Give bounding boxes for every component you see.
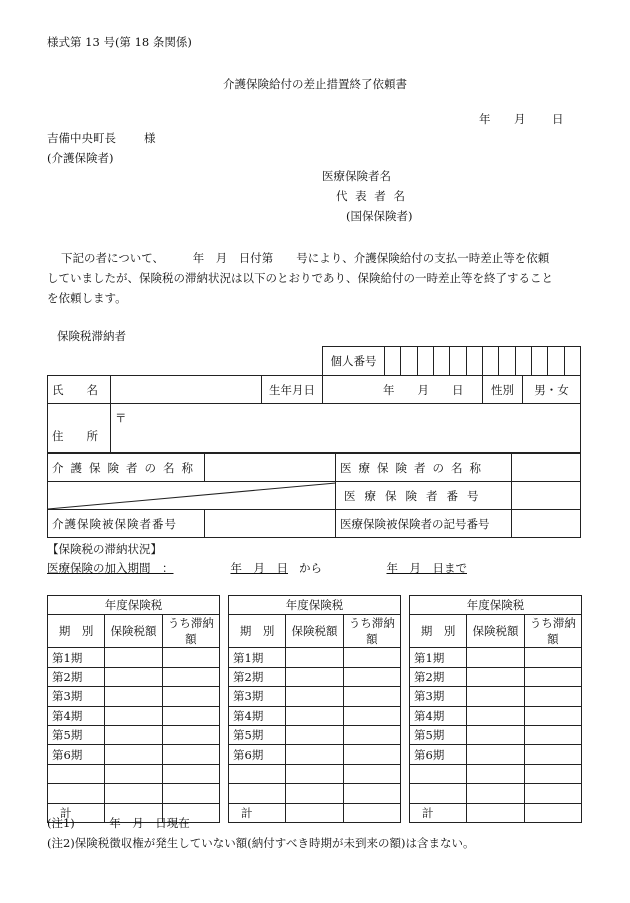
tax-amount-cell[interactable] [286, 667, 343, 686]
enrollment-from-date[interactable]: 年 月 日 [230, 561, 288, 575]
digit-cell[interactable] [499, 347, 515, 376]
tax-table [409, 595, 582, 823]
tax-amount-cell[interactable] [467, 745, 524, 764]
arrears-amount-cell[interactable] [524, 725, 581, 744]
period-label: 第2期 [410, 667, 467, 686]
tax-table-header: うち滞納額 [524, 615, 581, 648]
arrears-amount-cell[interactable] [524, 687, 581, 706]
addressee-role: (介護保険者) [47, 151, 114, 165]
arrears-amount-cell[interactable] [343, 745, 400, 764]
name-table [47, 375, 581, 404]
period-label: 第2期 [229, 667, 286, 686]
period-label: 第3期 [229, 687, 286, 706]
tax-amount-cell[interactable] [286, 784, 343, 803]
insurer-table [47, 453, 581, 538]
tax-table-header: 保険税額 [105, 615, 162, 648]
period-label: 第6期 [229, 745, 286, 764]
digit-cell[interactable] [417, 347, 433, 376]
period-label-blank[interactable] [229, 784, 286, 803]
tax-table-title: 年度保険税 [410, 596, 582, 615]
digit-cell[interactable] [466, 347, 482, 376]
arrears-amount-cell[interactable] [524, 784, 581, 803]
status-heading: 【保険税の滞納状況】 [47, 542, 162, 556]
digit-cell[interactable] [548, 347, 564, 376]
tax-table-header: うち滞納額 [343, 615, 400, 648]
period-label: 第1期 [229, 648, 286, 667]
tax-amount-cell[interactable] [286, 706, 343, 725]
blank-slashed-cell [48, 482, 336, 510]
period-label: 第5期 [48, 725, 105, 744]
birth-date-field[interactable]: 年 月 日 [323, 376, 483, 404]
tax-amount-cell[interactable] [286, 648, 343, 667]
digit-cell[interactable] [564, 347, 580, 376]
tax-table [228, 595, 401, 823]
total-label: 計 [410, 803, 467, 822]
tax-amount-cell[interactable] [105, 648, 162, 667]
arrears-amount-cell[interactable] [524, 706, 581, 725]
addressee-honorific: 様 [144, 131, 156, 145]
note-1: (注1) 年 月 日現在 [47, 816, 190, 830]
period-label-blank[interactable] [229, 764, 286, 783]
tax-amount-cell[interactable] [105, 745, 162, 764]
period-label: 第4期 [229, 706, 286, 725]
med-insured-symbol-label: 医療保険被保険者の記号番号 [336, 510, 512, 538]
period-label-blank[interactable] [48, 764, 105, 783]
total-arrears-cell[interactable] [524, 803, 581, 822]
arrears-amount-cell[interactable] [524, 667, 581, 686]
tax-amount-cell[interactable] [467, 706, 524, 725]
addressee-town: 吉備中央町長 [47, 131, 116, 145]
ltc-insured-number-label: 介護保険被保険者番号 [48, 510, 205, 538]
date-year: 年 [479, 112, 491, 126]
diagonal-slash [48, 482, 336, 510]
tax-table-title: 年度保険税 [229, 596, 401, 615]
tax-amount-cell[interactable] [105, 667, 162, 686]
digit-cell[interactable] [385, 347, 401, 376]
total-tax-cell[interactable] [467, 803, 524, 822]
tax-amount-cell[interactable] [467, 764, 524, 783]
med-insurer-number-label: 医療保険者番号 [336, 482, 512, 510]
tax-amount-cell[interactable] [105, 687, 162, 706]
med-insurer-number-field[interactable] [512, 482, 581, 510]
med-insurer-name-label: 医療保険者の名称 [336, 454, 512, 482]
enrollment-label: 医療保険の加入期間 ： [47, 561, 174, 575]
postal-mark: 〒 [115, 411, 127, 425]
tax-table-header: 保険税額 [467, 615, 524, 648]
tax-table-header: 保険税額 [286, 615, 343, 648]
period-label: 第4期 [410, 706, 467, 725]
section-label: 保険税滞納者 [57, 329, 126, 343]
arrears-amount-cell[interactable] [162, 764, 219, 783]
med-insured-symbol-field[interactable] [512, 510, 581, 538]
name-label: 氏 名 [48, 376, 111, 404]
sender-role: (国保保険者) [346, 209, 413, 223]
enrollment-from: から [299, 561, 322, 575]
arrears-amount-cell[interactable] [343, 725, 400, 744]
total-label: 計 [48, 803, 105, 822]
page-title: 介護保険給付の差止措置終了依頼書 [223, 77, 407, 91]
total-label: 計 [229, 803, 286, 822]
sender-insurer-name: 医療保険者名 [322, 169, 391, 183]
birth-date-label: 生年月日 [262, 376, 323, 404]
tax-table [47, 595, 220, 823]
arrears-amount-cell[interactable] [162, 725, 219, 744]
arrears-amount-cell[interactable] [524, 745, 581, 764]
tax-amount-cell[interactable] [286, 745, 343, 764]
address-table [47, 403, 581, 453]
period-label: 第3期 [410, 687, 467, 706]
arrears-amount-cell[interactable] [162, 667, 219, 686]
period-label: 第6期 [410, 745, 467, 764]
arrears-amount-cell[interactable] [162, 687, 219, 706]
tax-amount-cell[interactable] [467, 784, 524, 803]
period-label-blank[interactable] [48, 784, 105, 803]
tax-table-header: 期 別 [48, 615, 105, 648]
period-label: 第6期 [48, 745, 105, 764]
body-line-1: 下記の者について、 年 月 日付第 号により、介護保険給付の支払一時差止等を依頼 [61, 251, 550, 265]
period-label: 第3期 [48, 687, 105, 706]
arrears-amount-cell[interactable] [162, 745, 219, 764]
tax-amount-cell[interactable] [467, 725, 524, 744]
arrears-amount-cell[interactable] [343, 648, 400, 667]
arrears-amount-cell[interactable] [524, 764, 581, 783]
digit-cell[interactable] [515, 347, 531, 376]
period-label: 第2期 [48, 667, 105, 686]
tax-amount-cell[interactable] [105, 764, 162, 783]
arrears-amount-cell[interactable] [162, 784, 219, 803]
med-insurer-name-field[interactable] [512, 454, 581, 482]
tax-amount-cell[interactable] [467, 648, 524, 667]
date-day: 日 [552, 112, 564, 126]
digit-cell[interactable] [531, 347, 547, 376]
digit-cell[interactable] [433, 347, 449, 376]
personal-number-label: 個人番号 [323, 347, 385, 376]
arrears-amount-cell[interactable] [343, 784, 400, 803]
digit-cell[interactable] [482, 347, 498, 376]
ltc-insurer-name-label: 介護保険者の名称 [48, 454, 205, 482]
arrears-amount-cell[interactable] [343, 667, 400, 686]
period-label: 第4期 [48, 706, 105, 725]
sex-label: 性別 [483, 376, 523, 404]
arrears-amount-cell[interactable] [343, 706, 400, 725]
period-label-blank[interactable] [410, 784, 467, 803]
name-field[interactable] [111, 376, 262, 404]
sex-field[interactable]: 男・女 [523, 376, 581, 404]
digit-cell[interactable] [450, 347, 466, 376]
arrears-amount-cell[interactable] [343, 764, 400, 783]
address-label: 住 所 [48, 404, 111, 453]
sender-representative: 代 表 者 名 [336, 189, 407, 203]
tax-amount-cell[interactable] [286, 725, 343, 744]
period-label: 第5期 [229, 725, 286, 744]
ltc-insured-number-field[interactable] [205, 510, 336, 538]
tax-table-header: 期 別 [410, 615, 467, 648]
period-label: 第1期 [410, 648, 467, 667]
tax-amount-cell[interactable] [105, 784, 162, 803]
form-number: 様式第 13 号(第 18 条関係) [47, 35, 192, 49]
arrears-amount-cell[interactable] [343, 687, 400, 706]
total-tax-cell[interactable] [286, 803, 343, 822]
digit-cell[interactable] [401, 347, 417, 376]
period-label: 第1期 [48, 648, 105, 667]
arrears-amount-cell[interactable] [524, 648, 581, 667]
ltc-insurer-name-field[interactable] [205, 454, 336, 482]
arrears-amount-cell[interactable] [162, 648, 219, 667]
tax-amount-cell[interactable] [105, 725, 162, 744]
enrollment-to-date[interactable]: 年 月 日まで [386, 561, 467, 575]
tax-amount-cell[interactable] [286, 764, 343, 783]
tax-amount-cell[interactable] [467, 667, 524, 686]
tax-amount-cell[interactable] [286, 687, 343, 706]
tax-amount-cell[interactable] [467, 687, 524, 706]
period-label: 第5期 [410, 725, 467, 744]
date-month: 月 [514, 112, 526, 126]
arrears-amount-cell[interactable] [162, 706, 219, 725]
tax-table-header: 期 別 [229, 615, 286, 648]
total-arrears-cell[interactable] [343, 803, 400, 822]
note-2: (注2)保険税徴収権が発生していない額(納付すべき時期が未到来の額)は含まない。 [47, 836, 475, 850]
tax-amount-cell[interactable] [105, 706, 162, 725]
body-line-2: していましたが、保険税の滞納状況は以下のとおりであり、保険給付の一時差止等を終了すること [47, 271, 553, 285]
personal-number-table [322, 346, 581, 376]
body-line-3: を依頼します。 [47, 291, 127, 305]
tax-table-title: 年度保険税 [48, 596, 220, 615]
period-label-blank[interactable] [410, 764, 467, 783]
address-field[interactable] [111, 404, 581, 453]
tax-table-header: うち滞納額 [162, 615, 219, 648]
